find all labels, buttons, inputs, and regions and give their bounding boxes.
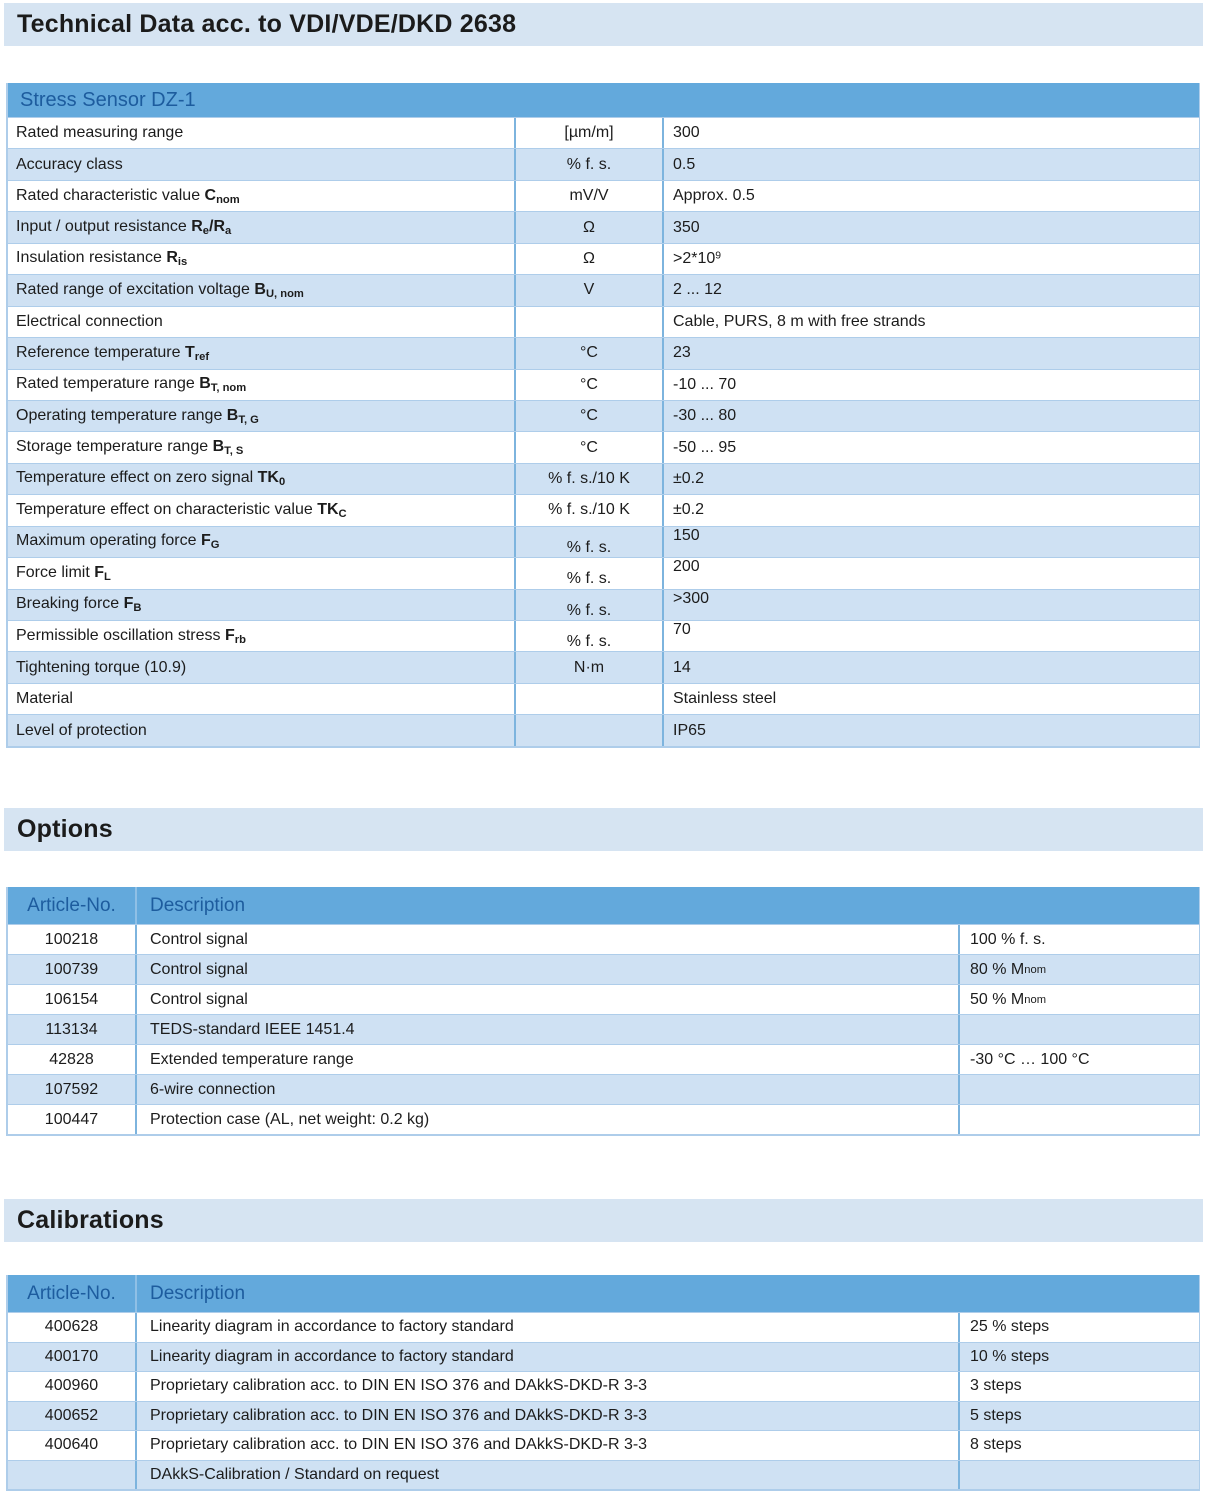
- spec-label-cell: Rated characteristic value Cnom: [16, 186, 240, 206]
- spec-unit-cell: N·m: [514, 652, 664, 682]
- spec-unit-cell: [514, 684, 664, 714]
- description-cell: Control signal: [135, 925, 958, 954]
- value-cell: 50 % M nom: [958, 985, 1199, 1014]
- table-row: [8, 117, 1199, 148]
- spec-unit-cell: °C: [514, 338, 664, 368]
- spec-value-cell: 23: [673, 344, 691, 362]
- spec-label-cell: Accuracy class: [16, 155, 123, 173]
- value-cell: 25 % steps: [958, 1313, 1199, 1342]
- calibrations-table-header: [8, 1275, 1199, 1312]
- table-row: [8, 369, 1199, 400]
- spec-unit-cell: V: [514, 275, 664, 305]
- value-cell: -30 °C … 100 °C: [958, 1045, 1199, 1074]
- spec-value-cell: 14: [673, 658, 691, 676]
- description-cell: Linearity diagram in accordance to factory standard: [135, 1343, 958, 1372]
- spec-value-cell: Cable, PURS, 8 m with free strands: [673, 312, 926, 330]
- table-row: [8, 1401, 1199, 1431]
- tech-table-body: [8, 117, 1199, 746]
- tech-table-header: [8, 83, 1199, 117]
- spec-unit-cell: Ω: [514, 244, 664, 274]
- value-cell: 3 steps: [958, 1372, 1199, 1401]
- table-row: [8, 620, 1199, 651]
- value-cell: 5 steps: [958, 1402, 1199, 1431]
- spec-unit-cell: °C: [514, 401, 664, 431]
- description-cell: Control signal: [135, 985, 958, 1014]
- description-cell: Control signal: [135, 955, 958, 984]
- value-cell: 80 % M nom: [958, 955, 1199, 984]
- description-cell: Protection case (AL, net weight: 0.2 kg): [135, 1105, 958, 1134]
- options-table-body: [8, 924, 1199, 1134]
- spec-label-cell: Level of protection: [16, 721, 147, 739]
- spec-unit-cell: mV/V: [514, 181, 664, 211]
- table-row: [8, 337, 1199, 368]
- table-row: [8, 984, 1199, 1014]
- options-heading: Options: [17, 815, 113, 843]
- options-heading-band: [4, 808, 1203, 851]
- table-row: [8, 180, 1199, 211]
- article-no-cell: 400652: [44, 1406, 99, 1424]
- table-row: [8, 954, 1199, 984]
- table-row: [8, 1044, 1199, 1074]
- spec-value-cell: >300: [673, 589, 710, 607]
- table-row: [8, 243, 1199, 274]
- article-no-cell: 100447: [44, 1110, 99, 1128]
- spec-label-cell: Electrical connection: [16, 312, 163, 330]
- spec-label-cell: Material: [16, 690, 73, 708]
- tech-table-title: Stress Sensor DZ-1: [20, 88, 196, 111]
- table-row: [8, 1074, 1199, 1104]
- article-no-cell: 42828: [49, 1050, 94, 1068]
- column-header-article-no: Article-No.: [27, 894, 116, 916]
- spec-value-cell: -30 ... 80: [673, 407, 737, 425]
- spec-value-cell: 2 ... 12: [673, 281, 722, 299]
- calibrations-table: [6, 1275, 1200, 1491]
- table-row: [8, 557, 1199, 588]
- table-row: [8, 924, 1199, 954]
- column-header-article-no: Article-No.: [27, 1282, 116, 1304]
- spec-value-cell: 200: [673, 558, 700, 576]
- spec-value-cell: -10 ... 70: [673, 375, 737, 393]
- table-row: [8, 1014, 1199, 1044]
- table-row: [8, 400, 1199, 431]
- spec-value-cell: 350: [673, 218, 700, 236]
- spec-label-cell: Reference temperature Tref: [16, 343, 210, 363]
- spec-value-cell: 300: [673, 124, 700, 142]
- article-no-cell: 400960: [44, 1377, 99, 1395]
- spec-unit-cell: Ω: [514, 212, 664, 242]
- spec-label-cell: Breaking force FB: [16, 595, 142, 615]
- spec-label-cell: Storage temperature range BT, S: [16, 438, 244, 458]
- article-no-cell: 106154: [44, 990, 99, 1008]
- value-cell: 100 % f. s.: [958, 925, 1199, 954]
- description-cell: Proprietary calibration acc. to DIN EN ISO 376 and DAkkS-DKD-R 3-3: [135, 1372, 958, 1401]
- article-no-cell: 100739: [44, 960, 99, 978]
- spec-value-cell: ±0.2: [673, 470, 705, 488]
- value-cell: [958, 1075, 1199, 1104]
- spec-label-cell: Force limit FL: [16, 563, 111, 583]
- table-row: [8, 1312, 1199, 1342]
- value-cell: 10 % steps: [958, 1343, 1199, 1372]
- table-row: [8, 431, 1199, 462]
- spec-label-cell: Maximum operating force FG: [16, 532, 220, 552]
- description-cell: TEDS-standard IEEE 1451.4: [135, 1015, 958, 1044]
- table-row: [8, 148, 1199, 179]
- spec-value-cell: 70: [673, 621, 691, 639]
- value-cell: [958, 1461, 1199, 1490]
- spec-unit-cell: % f. s./10 K: [514, 495, 664, 525]
- spec-value-cell: IP65: [673, 721, 706, 739]
- table-row: [8, 1342, 1199, 1372]
- spec-value-cell: 0.5: [673, 155, 696, 173]
- calibrations-table-body: [8, 1312, 1199, 1489]
- value-cell: 8 steps: [958, 1431, 1199, 1460]
- description-cell: DAkkS-Calibration / Standard on request: [135, 1461, 958, 1490]
- spec-value-cell: 150: [673, 526, 700, 544]
- tech-data-table: [6, 83, 1200, 748]
- spec-unit-cell: % f. s./10 K: [514, 464, 664, 494]
- table-row: [8, 494, 1199, 525]
- page-title-band: [4, 3, 1203, 46]
- spec-unit-cell: [514, 307, 664, 337]
- table-row: [8, 306, 1199, 337]
- description-cell: 6-wire connection: [135, 1075, 958, 1104]
- spec-value-cell: $>2*10^9$: [673, 249, 722, 267]
- article-no-cell: 113134: [45, 1020, 98, 1038]
- table-row: [8, 714, 1199, 745]
- spec-unit-cell: % f. s.: [514, 590, 664, 620]
- options-table-header: [8, 887, 1199, 924]
- spec-unit-cell: [µm/m]: [514, 118, 664, 148]
- spec-unit-cell: [514, 715, 664, 745]
- article-no-cell: 400640: [44, 1436, 99, 1454]
- spec-label-cell: Rated range of excitation voltage BU, nom: [16, 280, 304, 300]
- table-row: [8, 274, 1199, 305]
- spec-unit-cell: °C: [514, 432, 664, 462]
- page-title: Technical Data acc. to VDI/VDE/DKD 2638: [17, 10, 517, 38]
- spec-value-cell: Approx. 0.5: [673, 187, 755, 205]
- article-no-cell: 400170: [44, 1347, 99, 1365]
- calibrations-heading-band: [4, 1199, 1203, 1242]
- description-cell: Linearity diagram in accordance to factory standard: [135, 1313, 958, 1342]
- table-row: [8, 1430, 1199, 1460]
- spec-label-cell: Rated measuring range: [16, 124, 184, 142]
- column-header-description: Description: [135, 887, 245, 924]
- article-no-cell: 400628: [44, 1318, 99, 1336]
- calibrations-heading: Calibrations: [17, 1206, 164, 1234]
- spec-unit-cell: % f. s.: [514, 558, 664, 588]
- table-row: [8, 211, 1199, 242]
- spec-value-cell: -50 ... 95: [673, 438, 737, 456]
- value-cell: [958, 1105, 1199, 1134]
- spec-label-cell: Input / output resistance Re/Ra: [16, 217, 232, 238]
- table-row: [8, 683, 1199, 714]
- spec-value-cell: Stainless steel: [673, 690, 777, 708]
- column-header-description: Description: [135, 1275, 245, 1312]
- table-row: [8, 651, 1199, 682]
- options-table: [6, 887, 1200, 1136]
- description-cell: Proprietary calibration acc. to DIN EN ISO 376 and DAkkS-DKD-R 3-3: [135, 1402, 958, 1431]
- table-row: [8, 1460, 1199, 1490]
- spec-unit-cell: °C: [514, 370, 664, 400]
- spec-label-cell: Rated temperature range BT, nom: [16, 375, 247, 395]
- spec-unit-cell: % f. s.: [514, 149, 664, 179]
- spec-label-cell: Permissible oscillation stress Frb: [16, 626, 246, 646]
- table-row: [8, 463, 1199, 494]
- spec-unit-cell: % f. s.: [514, 621, 664, 651]
- spec-label-cell: Temperature effect on characteristic value TKC: [16, 500, 347, 521]
- spec-unit-cell: % f. s.: [514, 527, 664, 557]
- spec-value-cell: ±0.2: [673, 501, 705, 519]
- description-cell: Proprietary calibration acc. to DIN EN ISO 376 and DAkkS-DKD-R 3-3: [135, 1431, 958, 1460]
- article-no-cell: 107592: [44, 1080, 99, 1098]
- spec-label-cell: Tightening torque (10.9): [16, 658, 187, 676]
- article-no-cell: 100218: [44, 930, 99, 948]
- spec-label-cell: Insulation resistance Ris: [16, 249, 188, 269]
- spec-label-cell: Operating temperature range BT, G: [16, 406, 259, 426]
- table-row: [8, 1371, 1199, 1401]
- table-row: [8, 526, 1199, 557]
- table-row: [8, 589, 1199, 620]
- spec-label-cell: Temperature effect on zero signal TK0: [16, 469, 286, 489]
- value-cell: [958, 1015, 1199, 1044]
- description-cell: Extended temperature range: [135, 1045, 958, 1074]
- table-row: [8, 1104, 1199, 1134]
